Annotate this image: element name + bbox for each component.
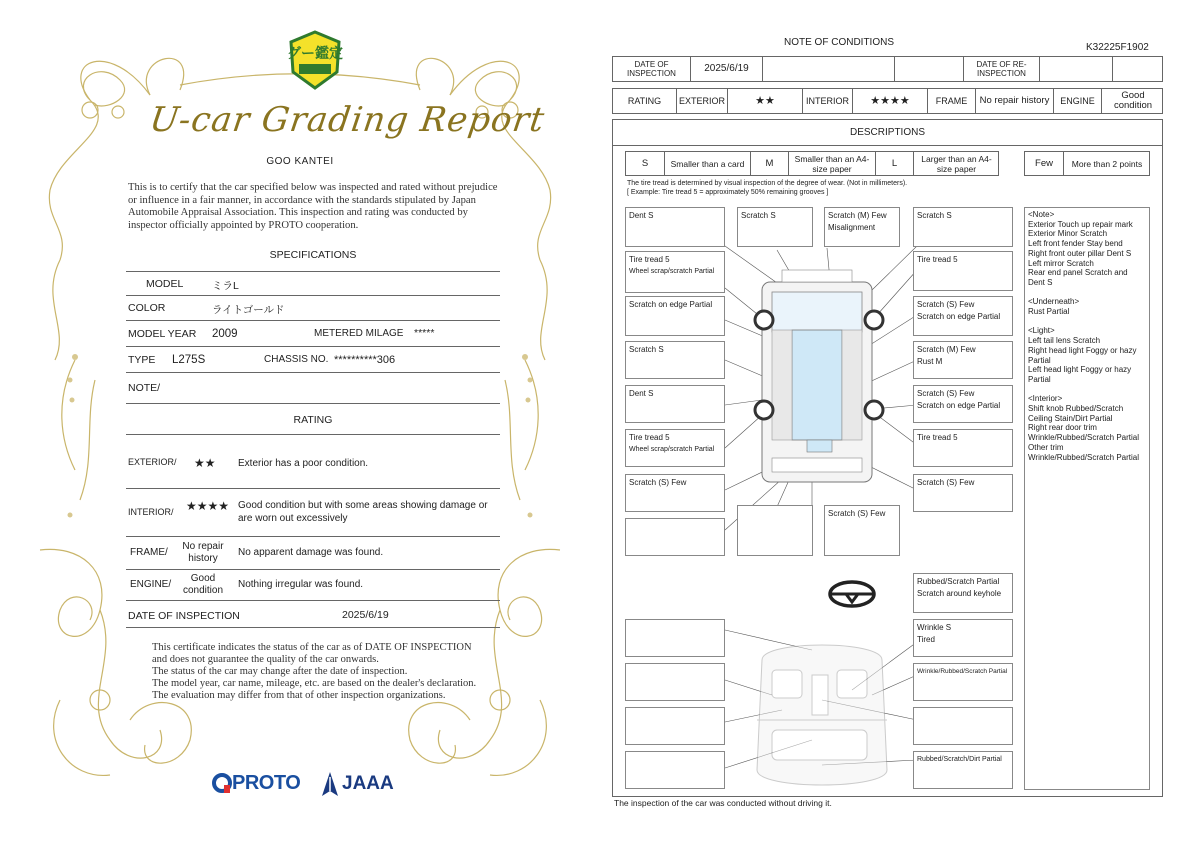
damage-box: Scratch on edge Partial [625,296,725,336]
legend-l-desc: Larger than an A4-size paper [913,152,999,175]
damage-box: Scratch (S) Few [824,505,900,556]
damage-text: Tire tread 5 [629,433,670,442]
exterior-stars: ★★ [194,456,216,470]
year-value: 2009 [212,328,238,340]
damage-box: Scratch (S) Few [625,474,725,512]
damage-box [625,429,725,467]
interior-label: INTERIOR [802,89,852,113]
note-line: Right head light Foggy or hazy Partial [1028,345,1137,365]
proto-logo-text: PROTO [232,772,301,794]
date-row [126,601,500,628]
mileage-value: ***** [414,327,435,339]
note-line: Left head light Foggy or hazy Partial [1028,365,1132,384]
note-line: Right rear door trim Wrinkle/Rubbed/Scratch Partial [1028,423,1140,443]
legend-l: L [875,152,913,175]
legend-m-desc: Smaller than an A4-size paper [788,152,875,175]
damage-box: Wrinkle/Rubbed/Scratch Partial [913,663,1013,701]
interior-desc: Good condition but with some areas showing damage or are worn out excessively [238,500,488,524]
model-label: MODEL [146,278,184,290]
logos [212,770,402,800]
note-line: <Interior> [1028,394,1063,404]
damage-box: Scratch (S) Few [913,474,1013,512]
damage-text: Scratch (S) Few [917,300,975,309]
exterior-row [126,434,500,489]
car-top-view-icon [755,270,883,482]
damage-text: Rust M [917,357,943,366]
damage-box [625,518,725,556]
engine-desc: Nothing irregular was found. [238,579,364,590]
note-line: Rear end panel Scratch and Dent S [1028,268,1128,287]
damage-box: Dent S [625,385,725,423]
frame-label: FRAME/ [130,547,168,558]
damage-box [824,207,900,247]
few-legend [1024,151,1150,176]
type-value: L275S [172,354,206,366]
tire-note-2: [ Example: Tire tread 5 = approximately 50% remaining grooves ] [627,189,829,196]
frame-value: No repair history [975,89,1053,113]
damage-text: Scratch on edge Partial [917,401,1001,410]
damage-text: Scratch on edge Partial [917,312,1001,321]
type-label: TYPE [128,354,156,366]
damage-text: Wrinkle S [917,623,952,632]
note-line [1028,317,1146,327]
conditions-footer: The inspection of the car was conducted without driving it. [614,798,832,808]
interior-row [126,489,500,537]
model-value: ミラL [212,280,239,292]
year-row [126,321,500,347]
note-line: Exterior Minor Scratch [1028,229,1108,239]
legend-few: Few [1035,157,1053,169]
footer-line: The status of the car may change after the date of inspection. [152,666,408,677]
date-empty-cell [894,57,963,81]
size-legend [625,151,999,176]
engine-value: Good condition [1101,89,1164,113]
footer-line: The model year, car name, mileage, etc. are based on the dealer's declaration. [152,678,477,689]
damage-box [625,619,725,657]
report-title: U-car Grading Report [147,100,548,140]
date-inspection-value: 2025/6/19 [690,57,762,81]
damage-text: Rubbed/Scratch Partial [917,577,1000,586]
legend-s: S [641,157,649,169]
footer-line: This certificate indicates the status of the car as of DATE OF INSPECTION and does not guarantee the quality of the car onwards. [152,642,472,665]
exterior-label: EXTERIOR/ [128,457,177,467]
issuer-name: GOO KANTEI [266,156,334,167]
certify-text: This is to certify that the car specified below was inspected and rated without prejudice or influence in a fair manner, in accordance with the standards stipulated by Japan Automobile Appraisal Association. This inspection and rating was conducted by inspector officially appointed by PROTO cooperation. [128,182,498,231]
note-label: NOTE/ [128,382,161,394]
damage-box [913,296,1013,336]
note-line: <Note> [1028,210,1055,219]
damage-box: Dent S [625,207,725,247]
note-line: Left mirror Scratch [1028,258,1094,268]
jaaa-logo-icon [320,771,340,797]
date-empty-cell [1112,57,1164,81]
legend-s-desc: Smaller than a card [664,152,750,175]
damage-text: Wheel scrap/scratch Partial [629,268,715,275]
damage-box [625,251,725,293]
damage-box: Tire tread 5 [913,429,1013,467]
conditions-title: NOTE OF CONDITIONS [784,37,894,48]
exterior-desc: Exterior has a poor condition. [238,458,369,469]
damage-text: Scratch around keyhole [917,589,1002,598]
damage-box [913,573,1013,613]
damage-text: Wheel scrap/scratch Partial [629,446,715,453]
legend-m: M [750,152,788,175]
damage-text: Tire tread 5 [629,255,670,264]
chassis-label: CHASSIS NO. [264,354,329,365]
notes-panel [1024,207,1150,790]
type-row [126,347,500,373]
date-table [612,56,1163,82]
year-label: MODEL YEAR [128,328,197,340]
damage-box [625,751,725,789]
date-empty-cell [762,57,894,81]
frame-row [126,537,500,570]
rating-heading: RATING [293,414,333,426]
damage-box: Scratch S [913,207,1013,247]
chassis-value: **********306 [334,354,396,366]
damage-text: Scratch (S) Few [917,389,975,398]
damage-box [625,663,725,701]
damage-text: Scratch (M) Few [828,211,887,220]
note-line: Left front fender Stay bend [1028,239,1123,249]
date-inspection-label: DATE OF INSPECTION [627,60,676,78]
model-row [126,271,500,296]
note-line: <Light> [1028,326,1055,336]
exterior-label: EXTERIOR [676,89,727,113]
damage-text: Misalignment [828,223,876,232]
damage-box [625,707,725,745]
damage-box: Tire tread 5 [913,251,1013,291]
engine-row [126,570,500,601]
note-row [126,373,500,404]
interior-stars: ★★★★ [852,89,927,113]
note-line: Ceiling Stain/Dirt Partial [1028,413,1113,423]
date-label: DATE OF INSPECTION [128,610,240,622]
damage-box: Scratch S [625,341,725,379]
damage-text: Scratch (M) Few [917,345,976,354]
note-line [1028,385,1146,395]
frame-label: FRAME [927,89,975,113]
mileage-label: METERED MILAGE [314,328,404,339]
jaaa-logo-text: JAAA [342,773,394,794]
date-empty-cell [1039,57,1112,81]
note-line: Shift knob Rubbed/Scratch [1028,404,1124,414]
proto-logo-icon [212,772,232,796]
damage-box [913,619,1013,657]
note-line: Right front outer pillar Dent S [1028,248,1132,258]
note-line: Other trim Wrinkle/Rubbed/Scratch Partial [1028,442,1140,462]
note-line [1028,288,1146,298]
frame-value: No repair history [182,541,224,564]
note-line: Rust Partial [1028,307,1070,317]
car-interior-view-icon [757,645,887,785]
color-value: ライトゴールド [212,304,285,316]
goo-kantei-badge-icon [287,30,343,92]
engine-label: ENGINE [1053,89,1101,113]
certificate-footer [152,642,482,702]
engine-value: Good condition [182,573,224,596]
date-value: 2025/6/19 [342,609,389,621]
rating-table [612,88,1163,114]
tire-note-1: The tire tread is determined by visual inspection of the degree of wear. (Not in millimeters). [627,180,908,187]
damage-box: Scratch S [737,207,813,247]
color-label: COLOR [128,302,166,314]
reference-number: K32225F1902 [1086,42,1149,53]
damage-text: Tired [917,635,935,644]
legend-few-desc: More than 2 points [1063,152,1150,175]
damage-box [913,385,1013,423]
steering-wheel-icon [830,582,874,606]
footer-line: The evaluation may differ from that of other inspection organizations. [152,690,446,701]
frame-desc: No apparent damage was found. [238,547,384,558]
engine-label: ENGINE/ [130,579,172,590]
descriptions-heading: DESCRIPTIONS [613,120,1162,146]
note-line: <Underneath> [1028,297,1080,307]
interior-stars: ★★★★ [186,499,230,513]
specifications-heading: SPECIFICATIONS [269,249,357,261]
note-line: Exterior Touch up repair mark [1028,219,1133,229]
color-row [126,296,500,321]
damage-box [913,707,1013,745]
damage-box [737,505,813,556]
damage-box [913,341,1013,379]
exterior-stars: ★★ [727,89,802,113]
damage-box: Rubbed/Scratch/Dirt Partial [913,751,1013,789]
date-reinspection-label: DATE OF RE-INSPECTION [963,57,1039,81]
rating-label: RATING [627,96,662,106]
interior-label: INTERIOR/ [128,507,174,517]
badge-text: グー鑑定 [287,46,343,62]
note-line: Left tail lens Scratch [1028,336,1101,346]
